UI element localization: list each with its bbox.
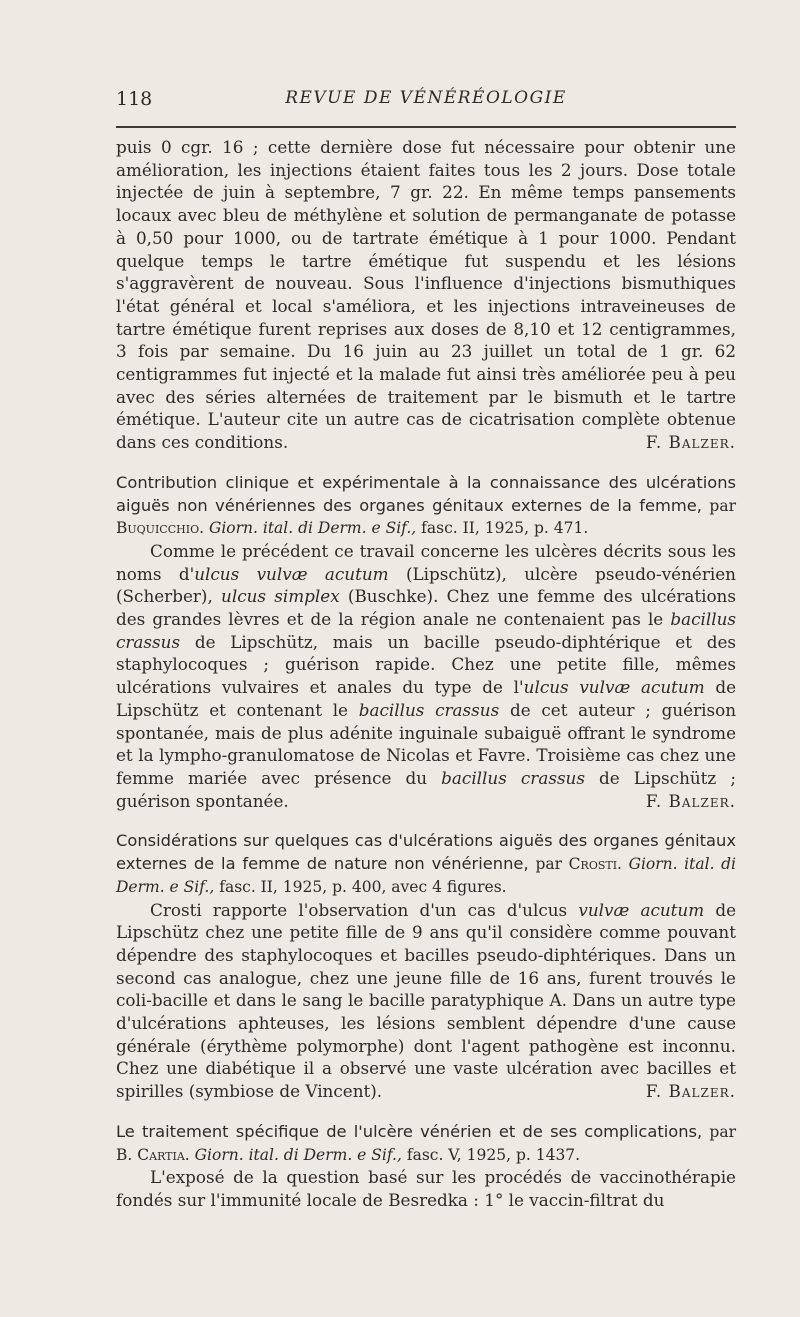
ref-details: fasc. V, 1925, p. 1437. <box>406 1145 581 1164</box>
ref-author: Cartia. <box>137 1145 190 1164</box>
signature-text: F. Balzer. <box>645 1081 736 1102</box>
review-title-text: Le traitement spécifique de l'ulcère vénérien et de ses complications, <box>116 1121 703 1141</box>
review-title <box>116 472 736 540</box>
taxon-text: bacillus crassus <box>116 609 736 652</box>
ref-journal: Giorn. ital. di Derm. e Sif., <box>208 519 417 538</box>
ref-details: fasc. II, 1925, p. 400, avec 4 figures. <box>219 877 507 896</box>
review-title <box>116 830 736 898</box>
body-text: de Lipschütz et contenant le <box>116 677 736 720</box>
taxon-text: vulvæ acutum <box>578 899 705 920</box>
signature-text: F. Balzer. <box>645 432 736 453</box>
body-text: Comme le précédent ce travail concerne les ulcères décrits sous les noms d' <box>116 540 736 584</box>
ref-journal: Giorn. ital. di Derm. e Sif., <box>116 855 736 896</box>
ref-par: par <box>709 496 736 515</box>
ref-author: Crosti. <box>568 855 622 874</box>
review-cartia <box>116 1121 736 1212</box>
ref-journal: Giorn. ital. di Derm. e Sif., <box>194 1145 402 1164</box>
review-continued-body: puis 0 cgr. 16 ; cette dernière dose fut nécessaire pour obtenir une amélioration, les injections étaient faites tous les 2 jours. Dose totale injectée de juin à septembre, 7 gr. 22. En même temps pansements locaux avec bleu de méthylène et solution de permanganate de potasse à 0,50 pour 1000, ou de tartrate émétique à 1 pour 1000. Pendant quelque temps le tartre émétique fut suspendu et les lésions s'aggravèrent de nouveau. Sous l'influence d'injections bismuthiques l'état général et local s'améliora, et les injections intraveineuses de tartre émétique furent reprises aux doses de 8,10 et 12 centigrammes, 3 fois par semaine. Du 16 juin au 23 juillet un total de 1 gr. 62 centigrammes fut injecté et la malade fut ainsi très améliorée peu à peu avec des séries alternées de traitement par le bismuth et le tartre émétique. L'auteur cite un autre cas de cicatrisation complète obtenue dans ces conditions. <box>116 137 736 453</box>
ref-par: par B. <box>116 1122 736 1164</box>
running-head <box>116 84 736 114</box>
body-text: L'exposé de la question basé sur les procédés de vaccinothérapie fondés sur l'immunité locale de Besredka : 1° le vaccin-filtrat du <box>116 1167 736 1210</box>
review-title-text: Considérations sur quelques cas d'ulcérations aiguës des organes génitaux externes de la femme de nature non vénérienne, <box>116 831 736 874</box>
taxon-text: ulcus vulvæ acutum <box>523 677 705 698</box>
signature-text: F. Balzer. <box>645 790 736 811</box>
body-text: de cet auteur ; guérison spontanée, mais de plus adénite inguinale subaiguë offrant le syndrome et la lympho-granulomatose de Nicolas et Favre. Troisième cas chez une femme mariée avec présence du <box>116 699 737 788</box>
body-text: (Lipschütz), ulcère pseudo-vénérien (Scherber), <box>116 563 736 607</box>
review-body <box>116 899 736 1103</box>
header-rule <box>116 126 736 128</box>
ref-details: fasc. II, 1925, p. 471. <box>421 519 589 538</box>
review-title-text: Contribution clinique et expérimentale à la connaissance des ulcérations aiguës non vénériennes des organes génitaux externes de la femme, <box>116 472 736 515</box>
taxon-text: ulcus simplex <box>221 586 340 607</box>
body-text: de Lipschütz ; guérison spontanée. <box>116 768 736 811</box>
body-text: (Buschke). Chez une femme des ulcérations des grandes lèvres et de la région anale ne contenaient pas le <box>116 586 736 630</box>
page <box>116 84 736 1212</box>
body-text: de Lipschütz chez une petite fille de 9 ans qu'il considère comme pouvant dépendre des staphylocoques et bacilles pseudo-diphtériques. Dans un second cas analogue, chez une jeune fille de 16 ans, furent trouvés le coli-bacille et dans le sang le bacille paratyphique A. Dans un autre type d'ulcérations aphteuses, les lésions semblent dépendre d'une cause générale (érythème polymorphe) dont l'agent pathogène est inconnu. Chez une diabétique il a observé une vaste ulcération avec bacilles et spirilles (symbiose de Vincent). <box>116 899 736 1102</box>
taxon-text: bacillus crassus <box>441 768 585 788</box>
journal-title: REVUE DE VÉNÉRÉOLOGIE <box>285 88 567 108</box>
ref-par: par <box>535 855 563 874</box>
review-continued <box>116 136 736 454</box>
page-number: 118 <box>116 88 153 110</box>
review-body <box>116 1166 736 1211</box>
body-text: de Lipschütz, mais un bacille pseudo-diphtérique et des staphylocoques ; guérison rapide. Chez une petite fille, mêmes ulcérations vulvaires et anales du type de l' <box>116 631 736 698</box>
ref-author: Buquicchio. <box>116 519 205 538</box>
review-body <box>116 540 736 812</box>
body-text: Crosti rapporte l'observation d'un cas d'ulcus <box>150 899 579 920</box>
review-crosti <box>116 830 736 1102</box>
taxon-text: ulcus vulvæ acutum <box>194 563 389 584</box>
taxon-text: bacillus crassus <box>358 699 500 720</box>
review-title <box>116 1121 736 1166</box>
review-buquicchio <box>116 472 736 813</box>
